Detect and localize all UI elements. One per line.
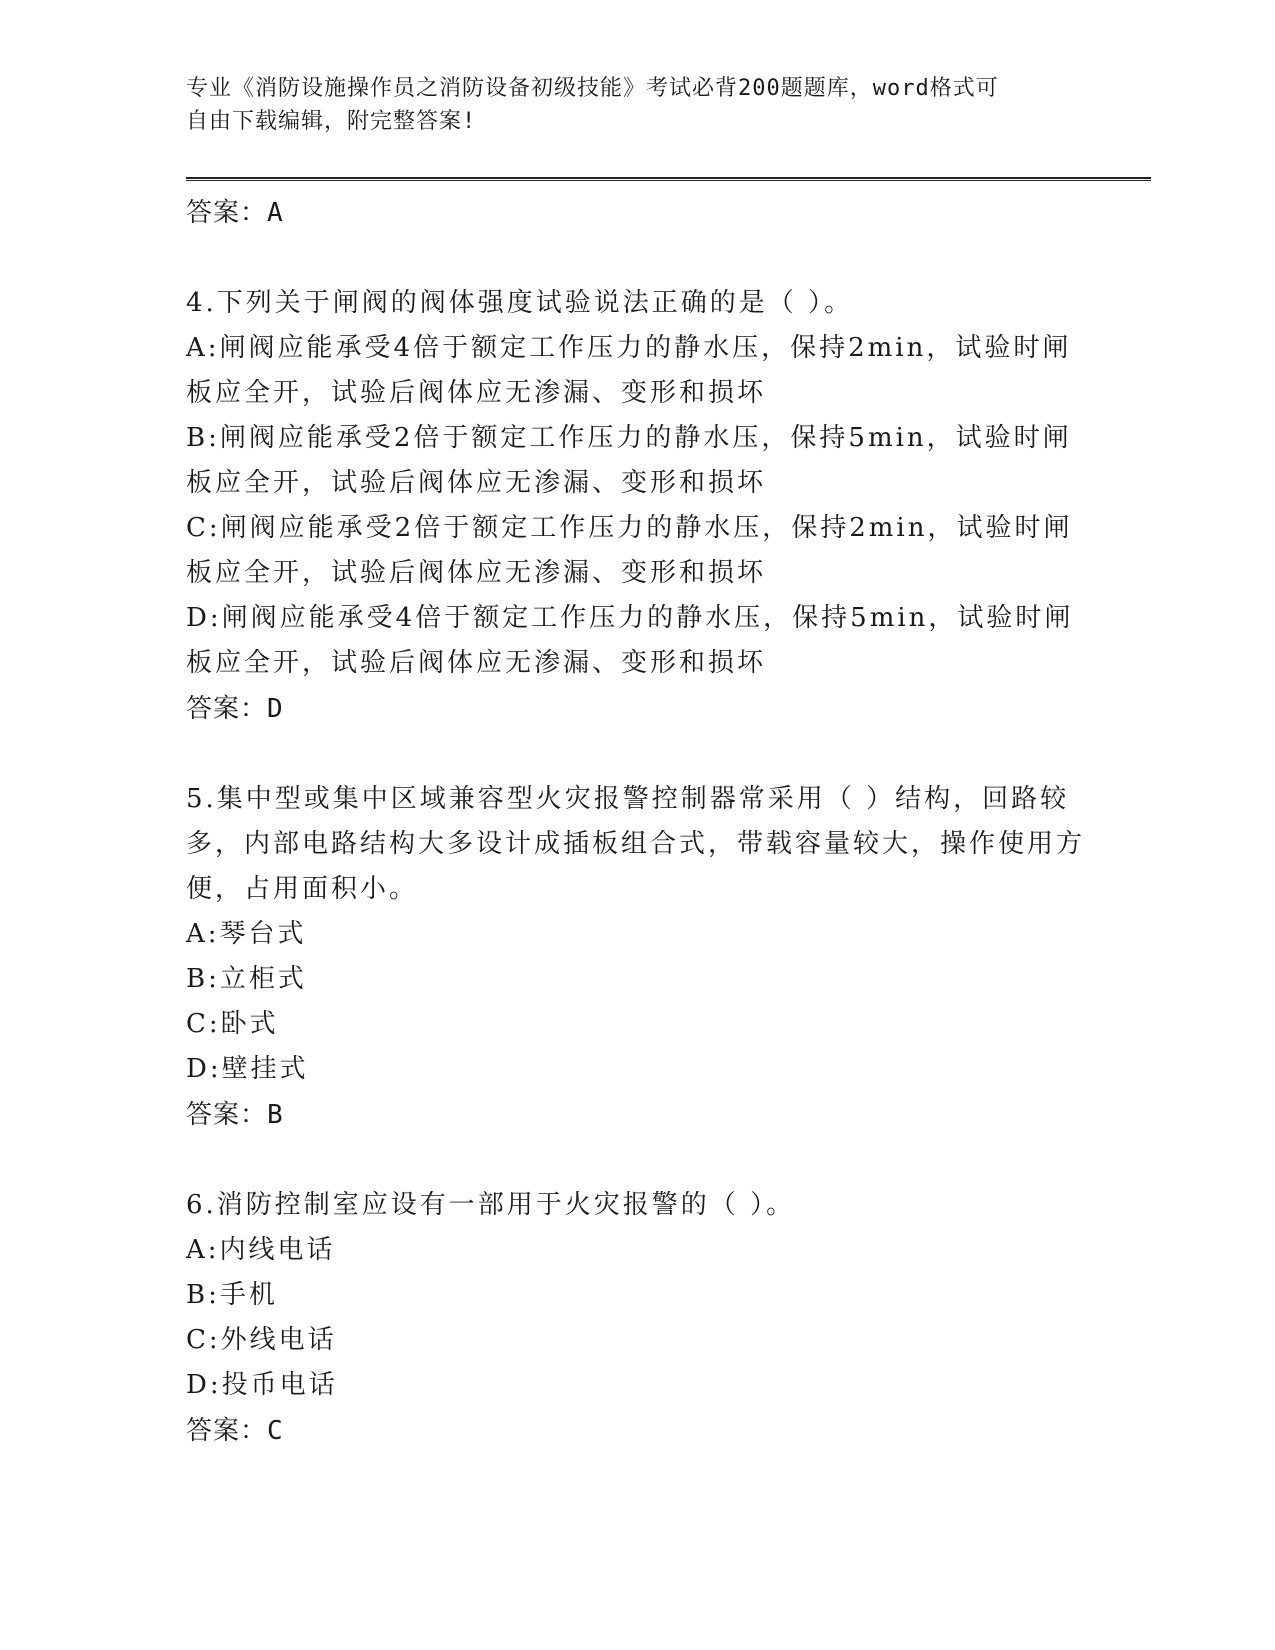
option-d: D:闸阀应能承受4倍于额定工作压力的静水压，保持5min，试验时闸板应全开，试验后阀体应无渗漏、变形和损坏 [186,603,1074,678]
option-d: D:投币电话 [186,1370,338,1400]
question-text: 6.消防控制室应设有一部用于火灾报警的（ ）。 [186,1190,796,1220]
question-text: 4.下列关于闸阀的阀体强度试验说法正确的是（ ）。 [186,288,854,318]
option-a: A:内线电话 [186,1235,336,1265]
header-divider [186,177,1151,181]
question-text: 5.集中型或集中区域兼容型火灾报警控制器常采用（ ）结构，回路较多，内部电路结构大多设计成插板组合式，带载容量较大，操作使用方便，占用面积小。 [186,784,1086,904]
option-c: C:闸阀应能承受2倍于额定工作压力的静水压，保持2min，试验时闸板应全开，试验后阀体应无渗漏、变形和损坏 [186,513,1073,588]
answer-line: 答案：A [186,198,284,228]
header-line-1: 专业《消防设施操作员之消防设备初级技能》考试必背200题题库，word格式可 [186,76,999,101]
answer-line: 答案：B [186,1100,284,1130]
option-b: B:手机 [186,1280,278,1310]
document-body [186,190,1086,1454]
answer-line: 答案：D [186,694,284,724]
spacer [186,1138,1086,1183]
option-b: B:闸阀应能承受2倍于额定工作压力的静水压，保持5min，试验时闸板应全开，试验后阀体应无渗漏、变形和损坏 [186,423,1072,498]
header-line-2: 自由下载编辑，附完整答案! [186,109,477,134]
question-5 [186,777,1086,1138]
option-a: A:闸阀应能承受4倍于额定工作压力的静水压，保持2min，试验时闸板应全开，试验后阀体应无渗漏、变形和损坏 [186,333,1072,408]
question-6 [186,1183,1086,1454]
spacer [186,732,1086,777]
question-4 [186,281,1086,732]
option-c: C:卧式 [186,1009,279,1039]
spacer [186,236,1086,281]
option-d: D:壁挂式 [186,1054,309,1084]
option-b: B:立柜式 [186,964,307,994]
option-a: A:琴台式 [186,919,307,949]
page-header [186,72,1086,138]
option-c: C:外线电话 [186,1325,337,1355]
answer-line: 答案：C [186,1416,284,1446]
